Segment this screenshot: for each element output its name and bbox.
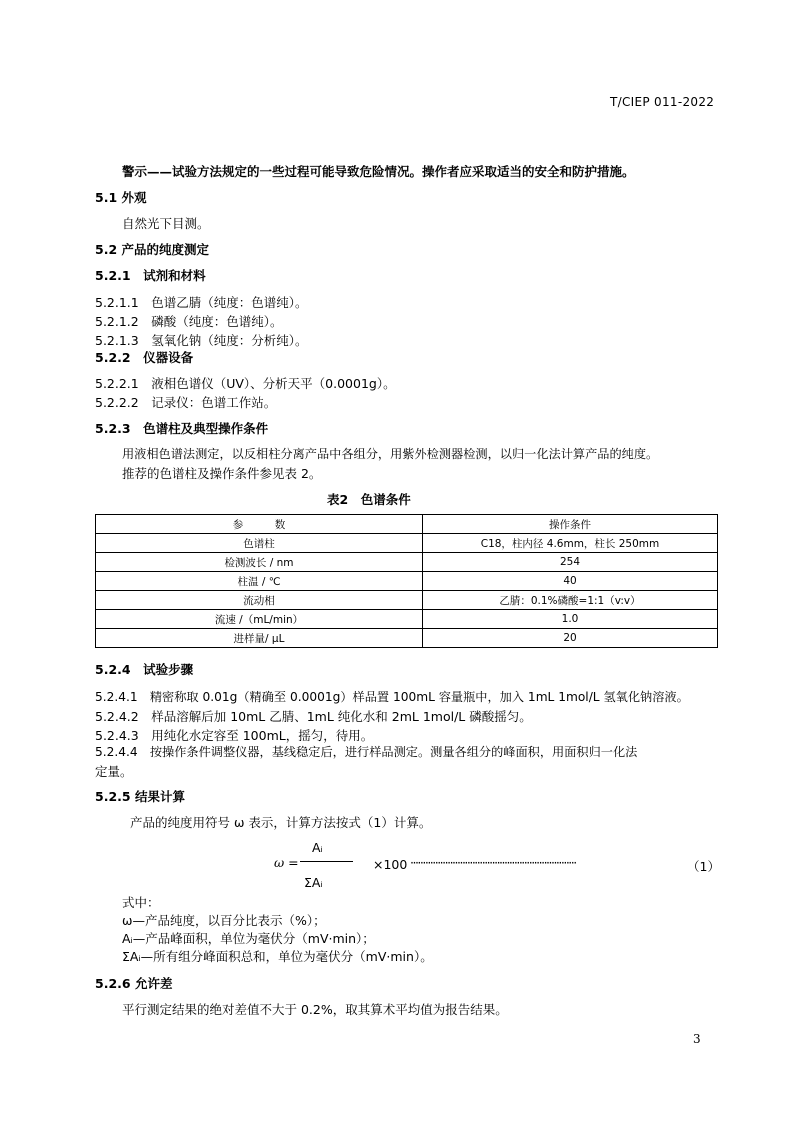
table-row: [96, 629, 718, 648]
formula-intro: 产品的纯度用符号 ω 表示，计算方法按式（1）计算。: [130, 815, 432, 830]
section-5-2-1-heading: 5.2.1 试剂和材料: [95, 268, 206, 283]
table-row: [96, 553, 718, 572]
formula-rhs: ×100: [373, 857, 408, 872]
list-item: 5.2.4.2 样品溶解后加 10mL 乙腈、1mL 纯化水和 2mL 1mol/L 磷酸摇匀。: [95, 709, 532, 724]
definition-item: ΣAᵢ—所有组分峰面积总和，单位为毫伏分（mV·min）。: [122, 949, 433, 964]
list-item: 5.2.4.4 按操作条件调整仪器，基线稳定后，进行样品测定。测量各组分的峰面积，用面积归一化法: [95, 745, 638, 759]
section-5-2-2-heading: 5.2.2 仪器设备: [95, 350, 194, 365]
table-cell: 1.0: [423, 610, 718, 629]
list-item-continuation: 定量。: [95, 764, 133, 779]
table-cell: 254: [423, 553, 718, 572]
list-item: 5.2.2.2 记录仪：色谱工作站。: [95, 395, 277, 410]
table-row: [96, 572, 718, 591]
table-header-cell: 参 数: [96, 515, 423, 534]
table-cell: 柱温 / ℃: [96, 572, 423, 591]
conditions-table: [95, 514, 718, 648]
fraction-bar: [300, 861, 353, 862]
section-5-2-3-heading: 5.2.3 色谱柱及典型操作条件: [95, 421, 269, 436]
table-header-cell: 操作条件: [423, 515, 718, 534]
list-item: 5.2.2.1 液相色谱仪（UV）、分析天平（0.0001g）。: [95, 376, 396, 391]
table-cell: 40: [423, 572, 718, 591]
table-cell: C18，柱内径 4.6mm，柱长 250mm: [423, 534, 718, 553]
definition-item: Aᵢ—产品峰面积，单位为毫伏分（mV·min）；: [122, 931, 375, 946]
table-cell: 乙腈：0.1%磷酸=1:1（v:v）: [423, 591, 718, 610]
section-5-2-3-text-1: 用液相色谱法测定，以反相柱分离产品中各组分，用紫外检测器检测，以归一化法计算产品的纯度。: [122, 447, 659, 461]
section-5-2-6-heading: 5.2.6 允许差: [95, 976, 173, 991]
where-label: 式中：: [122, 895, 160, 910]
table-row: [96, 591, 718, 610]
table-cell: 流动相: [96, 591, 423, 610]
section-5-2-heading: 5.2 产品的纯度测定: [95, 242, 209, 257]
section-5-2-6-text: 平行测定结果的绝对差值不大于 0.2%，取其算术平均值为报告结果。: [122, 1002, 508, 1017]
formula-leader-dots: ···································································: [410, 855, 576, 870]
table-cell: 检测波长 / nm: [96, 553, 423, 572]
table-caption: 表2 色谱条件: [327, 492, 411, 507]
table-cell: 流速 /（mL/min）: [96, 610, 423, 629]
table-row: [96, 534, 718, 553]
list-item: 5.2.1.3 氢氧化钠（纯度：分析纯）。: [95, 333, 308, 348]
list-item: 5.2.4.1 精密称取 0.01g（精确至 0.0001g）样品置 100mL 容量瓶中，加入 1mL 1mol/L 氢氧化钠溶液。: [95, 690, 689, 704]
header-code: T/CIEP 011-2022: [610, 95, 715, 109]
table-cell: 20: [423, 629, 718, 648]
section-5-1-heading: 5.1 外观: [95, 190, 147, 205]
section-5-2-3-text-2: 推荐的色谱柱及操作条件参见表 2。: [122, 466, 322, 481]
formula-numerator: Aᵢ: [312, 840, 323, 855]
list-item: 5.2.1.2 磷酸（纯度：色谱纯）。: [95, 314, 283, 329]
formula-lhs: ω =: [274, 855, 299, 870]
table-row: [96, 610, 718, 629]
definition-item: ω—产品纯度，以百分比表示（%）；: [122, 913, 326, 928]
page-number: 3: [693, 1032, 701, 1046]
list-item: 5.2.4.3 用纯化水定容至 100mL，摇匀，待用。: [95, 728, 374, 743]
formula-number: （1）: [687, 859, 720, 874]
section-5-2-5-heading: 5.2.5 结果计算: [95, 789, 185, 804]
list-item: 5.2.1.1 色谱乙腈（纯度：色谱纯）。: [95, 295, 308, 310]
section-5-1-text: 自然光下目测。: [122, 216, 210, 231]
table-cell: 进样量/ μL: [96, 629, 423, 648]
table-cell: 色谱柱: [96, 534, 423, 553]
section-5-2-4-heading: 5.2.4 试验步骤: [95, 662, 194, 677]
formula-denominator: ΣAᵢ: [304, 875, 323, 890]
table-header-row: [96, 515, 718, 534]
warning-text: 警示——试验方法规定的一些过程可能导致危险情况。操作者应采取适当的安全和防护措施。: [122, 164, 635, 179]
